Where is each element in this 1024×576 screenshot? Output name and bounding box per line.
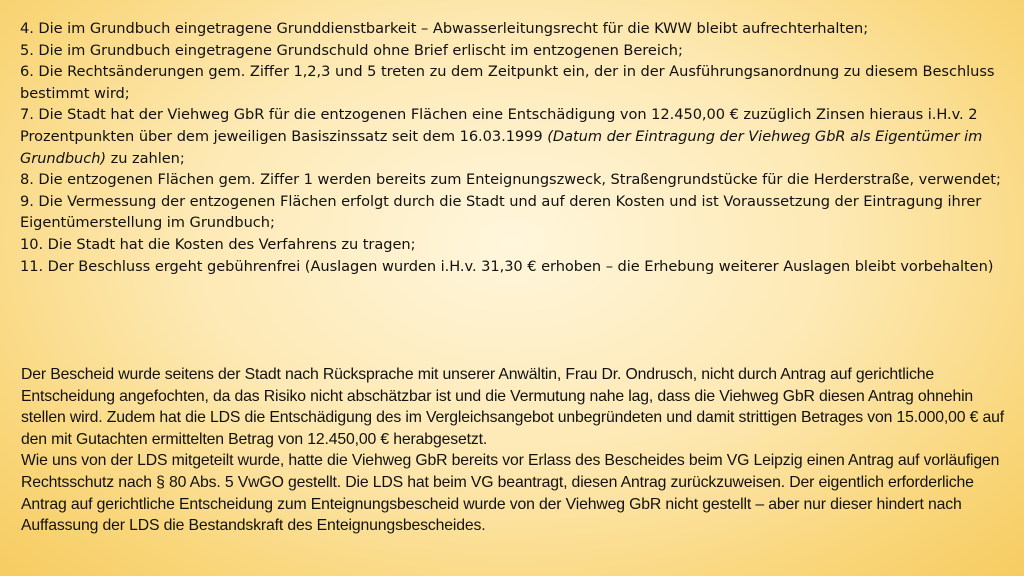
note-block [21, 364, 1006, 537]
list-item-text: 11. Der Beschluss ergeht gebührenfrei (Auslagen wurden i.H.v. 31,30 € erhoben – die Erhebung weiterer Auslagen bleibt vorbehalten) [20, 257, 994, 275]
list-item-6 [20, 61, 1016, 104]
list-item-9 [20, 191, 1016, 234]
list-item-text: 6. Die Rechtsänderungen gem. Ziffer 1,2,3 und 5 treten zu dem Zeitpunkt ein, der in der Ausführungsanordnung zu diesem Beschluss bestimmt wird; [20, 63, 995, 102]
list-item-10 [20, 234, 1016, 256]
list-item-text: 9. Die Vermessung der entzogenen Flächen erfolgt durch die Stadt und auf deren Kosten und ist Voraussetzung der Eintragung ihrer Eigentümerstellung im Grundbuch; [20, 192, 982, 232]
note-paragraph-1: Der Bescheid wurde seitens der Stadt nach Rücksprache mit unserer Anwältin, Frau Dr. Ondrusch, nicht durch Antrag auf gerichtliche Entscheidung angefochten, da das Risiko nicht abschätzbar ist und die Vermutung nahe lag, dass die Viehweg GbR diesen Antrag ohnehin stellen wird. Zudem hat die LDS die Entschädigung des im Vergleichsangebot unbegründeten und damit strittigen Betrages von 15.000,00 € auf den mit Gutachten ermittelten Betrag von 12.450,00 € herabgesetzt. [21, 366, 1005, 448]
list-item-text: 8. Die entzogenen Flächen gem. Ziffer 1 werden bereits zum Enteignungszweck, Straßengrundstücke für die Herderstraße, verwendet; [20, 171, 1001, 189]
list-item-8 [20, 169, 1016, 191]
note-paragraph-2: Wie uns von der LDS mitgeteilt wurde, hatte die Viehweg GbR bereits vor Erlass des Bescheides beim VG Leipzig einen Antrag auf vorläufigen Rechtsschutz nach § 80 Abs. 5 VwGO gestellt. Die LDS hat beim VG beantragt, diesen Antrag zurückzuweisen. Der eigentlich erforderliche Antrag auf gerichtliche Entscheidung zum Enteignungsbescheid wurde von der Viehweg GbR nicht gestellt – aber nur dieser hindert nach Auffassung der LDS die Bestandskraft des Enteignungsbescheides. [21, 452, 1000, 535]
list-item-text: 5. Die im Grundbuch eingetragene Grundschuld ohne Brief erlischt im entzogenen Bereich; [20, 41, 683, 59]
list-item-text-end: zu zahlen; [106, 149, 185, 167]
list-item-text: 10. Die Stadt hat die Kosten des Verfahrens zu tragen; [20, 235, 416, 253]
list-item-5 [20, 40, 1016, 62]
list-item-text: 7. Die Stadt hat der Viehweg GbR für die entzogenen Flächen eine Entschädigung von 12.450,00 € zuzüglich Zinsen hieraus i.H.v. 2 Prozentpunkten über dem jeweiligen Basiszinssatz seit dem 16.03.1999 [20, 106, 978, 145]
numbered-list [20, 18, 1016, 277]
list-item-italic-text: (Datum der Eintragung der Viehweg GbR als Eigentümer im Grundbuch) [20, 127, 983, 167]
list-item-11 [20, 256, 1016, 278]
list-item-text: 4. Die im Grundbuch eingetragene Grunddienstbarkeit – Abwasserleitungsrecht für die KWW bleibt aufrechterhalten; [20, 20, 869, 37]
list-item-4 [20, 18, 1016, 40]
list-item-7 [20, 104, 1016, 169]
